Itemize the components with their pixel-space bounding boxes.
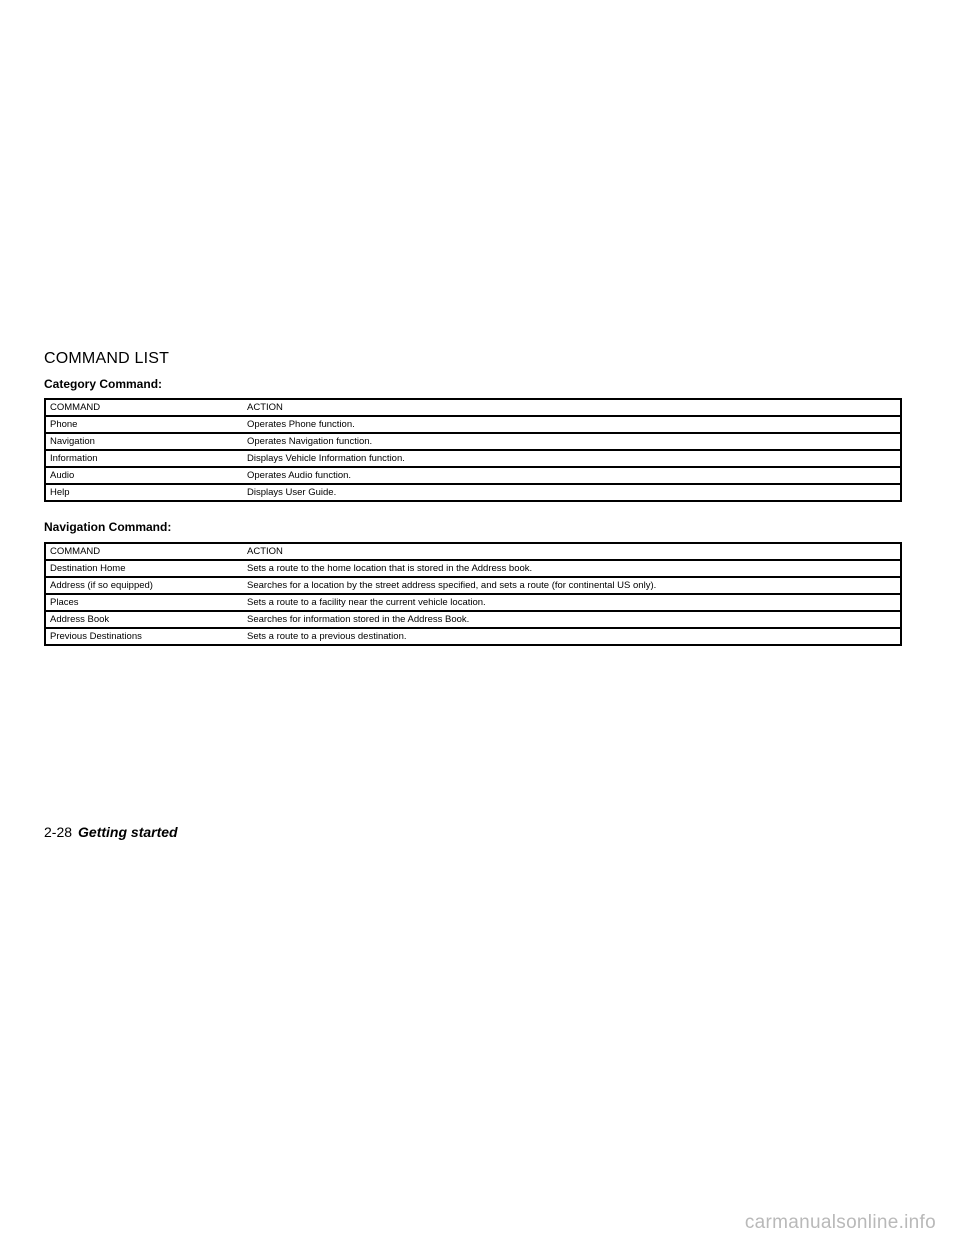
table-row (45, 450, 901, 467)
table-row (45, 577, 901, 594)
column-header-action: ACTION (243, 399, 901, 416)
action-cell: Sets a route to a previous destination. (243, 628, 901, 645)
action-cell: Displays User Guide. (243, 484, 901, 501)
table-row (45, 433, 901, 450)
command-cell: Information (45, 450, 243, 467)
navigation-command-table (44, 542, 902, 646)
table-row (45, 484, 901, 501)
action-cell: Operates Audio function. (243, 467, 901, 484)
command-cell: Help (45, 484, 243, 501)
category-command-table (44, 398, 902, 502)
table-row (45, 560, 901, 577)
command-cell: Phone (45, 416, 243, 433)
section-title: COMMAND LIST (44, 350, 170, 367)
action-cell: Sets a route to a facility near the current vehicle location. (243, 594, 901, 611)
table-row (45, 594, 901, 611)
action-cell: Searches for information stored in the Address Book. (243, 611, 901, 628)
command-cell: Address (if so equipped) (45, 577, 243, 594)
command-cell: Destination Home (45, 560, 243, 577)
column-header-action: ACTION (243, 543, 901, 560)
table-row (45, 467, 901, 484)
column-header-command: COMMAND (45, 543, 243, 560)
page-number: 2-28 (44, 824, 73, 840)
table-row (45, 416, 901, 433)
table-header-row (45, 543, 901, 560)
category-command-heading: Category Command: (44, 377, 163, 391)
command-cell: Navigation (45, 433, 243, 450)
action-cell: Operates Navigation function. (243, 433, 901, 450)
command-cell: Audio (45, 467, 243, 484)
action-cell: Displays Vehicle Information function. (243, 450, 901, 467)
table-header-row (45, 399, 901, 416)
command-cell: Address Book (45, 611, 243, 628)
chapter-title: Getting started (78, 824, 178, 840)
watermark: carmanualsonline.info (744, 1212, 936, 1233)
command-cell: Places (45, 594, 243, 611)
table-row (45, 611, 901, 628)
column-header-command: COMMAND (45, 399, 243, 416)
action-cell: Sets a route to the home location that is stored in the Address book. (243, 560, 901, 577)
action-cell: Searches for a location by the street address specified, and sets a route (for continental US only). (243, 577, 901, 594)
navigation-command-heading: Navigation Command: (44, 520, 172, 534)
command-cell: Previous Destinations (45, 628, 243, 645)
table-row (45, 628, 901, 645)
action-cell: Operates Phone function. (243, 416, 901, 433)
page-footer (44, 824, 178, 840)
